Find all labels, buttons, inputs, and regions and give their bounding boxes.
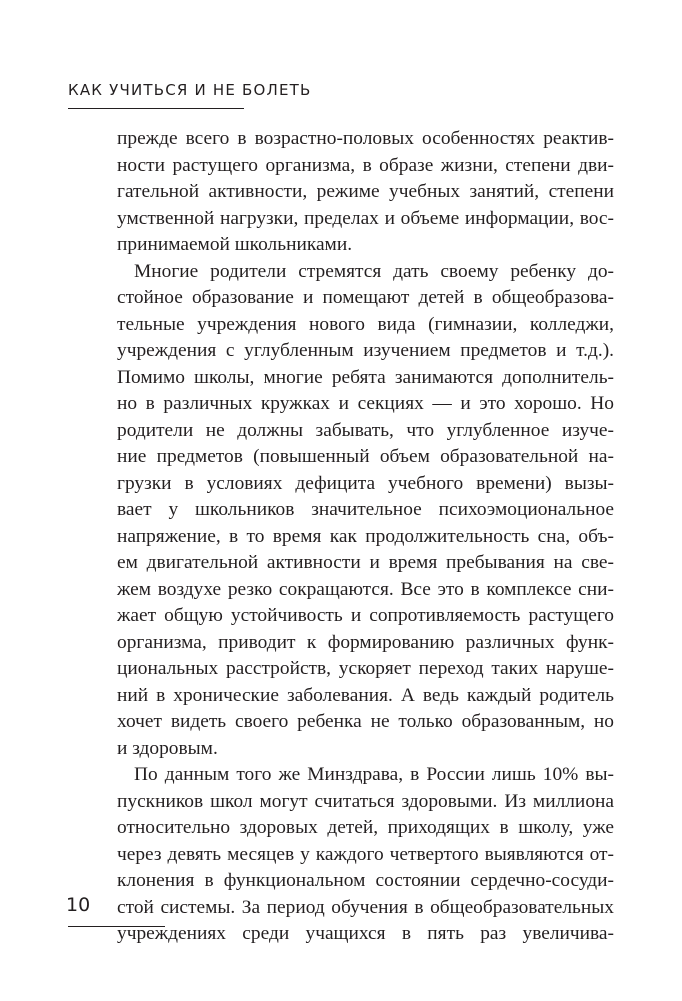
text-line: ние предметов (повышенный объем образовательной на-	[117, 446, 614, 467]
text-line: напряжение, в то время как продолжительность сна, объ-	[117, 525, 614, 547]
text-line: тельные учреждения нового вида (гимназии, колледжи,	[117, 313, 614, 335]
text-line: прежде всего в возрастно-половых особенностях реактив-	[117, 128, 614, 149]
text-line: ем двигательной активности и время пребывания на све-	[117, 552, 614, 573]
text-line: родители не должны забывать, что углубленное изуче-	[117, 419, 614, 441]
text-line: гательной активности, режиме учебных занятий, степени	[117, 181, 614, 202]
page-number: 10	[66, 894, 91, 916]
paragraph-2	[117, 259, 614, 763]
text-line: принимаемой школьниками.	[117, 234, 353, 255]
text-line: через девять месяцев у каждого четвертого выявляются от-	[117, 843, 614, 865]
header-rule	[68, 108, 244, 109]
text-line: грузки в условиях дефицита учебного времени) вызы-	[117, 472, 614, 494]
text-line: учреждения с углубленным изучением предметов и т.д.).	[117, 340, 614, 361]
paragraph-3	[117, 762, 614, 948]
running-head-title: КАК УЧИТЬСЯ И НЕ БОЛЕТЬ	[68, 81, 312, 99]
text-line: стойное образование и помещают детей в общеобразова-	[117, 287, 614, 308]
text-line: относительно здоровых детей, приходящих в школу, уже	[117, 817, 614, 838]
text-line: учреждениях среди учащихся в пять раз увеличива-	[117, 923, 614, 944]
text-line: Многие родители стремятся дать своему ребенку до-	[134, 260, 614, 282]
text-line: пускников школ могут считаться здоровыми. Из миллиона	[117, 790, 614, 812]
text-line: и здоровым.	[117, 737, 218, 759]
text-line: Помимо школы, многие ребята занимаются дополнитель-	[117, 366, 614, 388]
text-line: По данным того же Минздрава, в России лишь 10% вы-	[134, 764, 614, 785]
text-line: циональных расстройств, ускоряет переход таких наруше-	[117, 658, 614, 679]
text-line: но в различных кружках и секциях — и это хорошо. Но	[117, 393, 614, 414]
text-line: жает общую устойчивость и сопротивляемость растущего	[117, 605, 614, 626]
text-line: организма, приводит к формированию различных функ-	[117, 631, 614, 653]
text-line: ности растущего организма, в образе жизни, степени дви-	[117, 154, 614, 176]
text-line: ний в хронические заболевания. А ведь каждый родитель	[117, 684, 614, 706]
text-line: стой системы. За период обучения в общеобразовательных	[117, 896, 614, 918]
text-line: хочет видеть своего ребенка не только образованным, но	[117, 711, 614, 732]
text-line: вает у школьников значительное психоэмоциональное	[117, 499, 614, 520]
text-line: умственной нагрузки, пределах и объеме информации, вос-	[117, 207, 614, 229]
paragraph-1	[117, 126, 614, 259]
footer-rule	[68, 926, 165, 927]
body-text	[117, 126, 614, 948]
text-line: клонения в функциональном состоянии сердечно-сосуди-	[117, 870, 614, 891]
text-line: жем воздухе резко сокращаются. Все это в комплексе сни-	[117, 578, 614, 600]
